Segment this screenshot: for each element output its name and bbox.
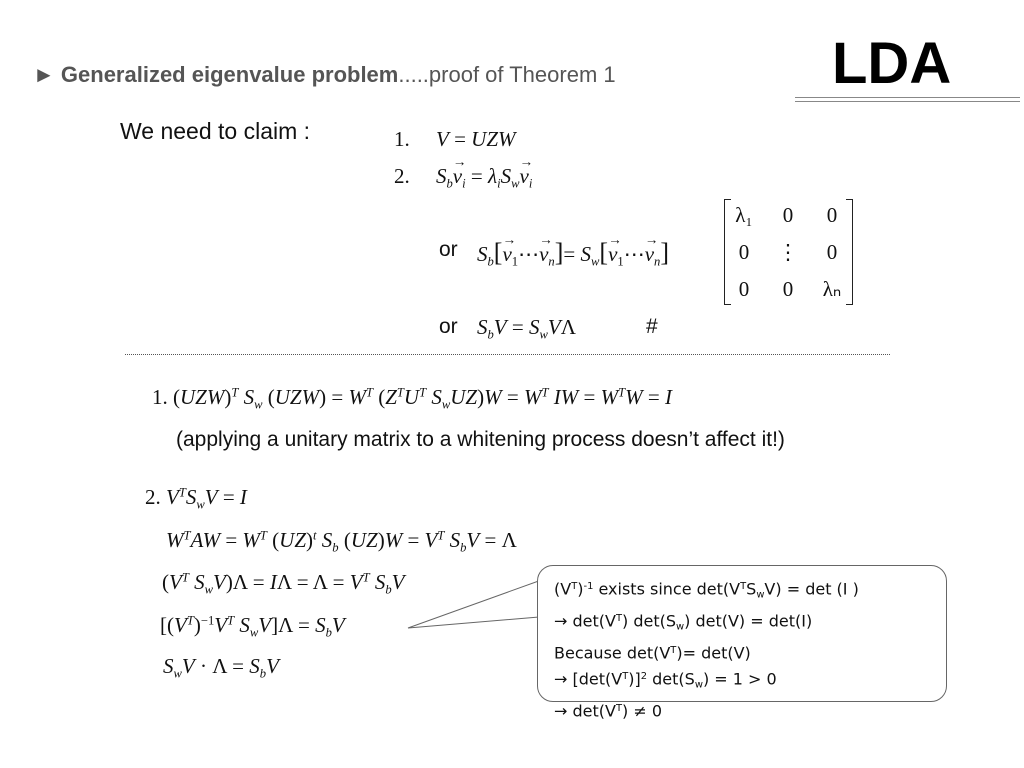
callout-text: ) = 1 > 0	[702, 669, 777, 689]
callout-text: T	[571, 581, 578, 592]
matrix-cell: 0	[782, 277, 794, 301]
callout-text: det(V	[567, 611, 616, 631]
proof-equation-2b: ($V^T$ $S_wV)\Lambda = I\Lambda = \Lambda = V^T$ $S_bV$	[162, 570, 405, 597]
proof-equation-2c: [$(V^T)^{-1}V^T$ $S_wV]\Lambda = S_bV$	[160, 613, 345, 640]
claim-equation-1: 1. V = UZW	[394, 127, 516, 151]
callout-text: det(S	[647, 669, 695, 689]
callout-text: T	[615, 702, 623, 714]
callout-line-4	[554, 665, 946, 697]
matrix-cell: λ₁	[735, 203, 753, 227]
callout-text: det(V	[567, 701, 616, 721]
end-marker: #	[646, 315, 658, 338]
callout-text: )]	[628, 669, 641, 689]
proof-equation-1: 1. (UZW)$^T$ $S_w$ $(UZW) = W^T$ ($Z^TU^T$ $S_wUZ)W = W^T$ IW = $W^TW = I$	[152, 385, 672, 412]
proof-equation-2: 2. $V^TS_wV = I$	[145, 485, 247, 512]
callout-text: w	[694, 679, 703, 691]
callout-text: ) ≠ 0	[622, 701, 663, 721]
subtitle-rest: .....proof of Theorem 1	[398, 62, 616, 87]
matrix-cell: 0	[738, 240, 750, 264]
matrix-cell: 0	[738, 277, 750, 301]
claim-num-1: 1.	[394, 127, 410, 151]
bullet-icon: ►	[33, 62, 55, 87]
matrix-cell: λₙ	[822, 277, 842, 301]
callout-text: 2	[640, 670, 648, 682]
claim-equation-compact: $S_bV = S_wV\Lambda$	[477, 315, 576, 342]
callout-text: ) det(S	[622, 611, 677, 631]
arrow-icon: →	[554, 611, 568, 631]
arrow-icon: →	[554, 701, 568, 721]
matrix-cell: ⋮	[777, 240, 799, 264]
proof-note: (applying a unitary matrix to a whitening process doesn’t affect it!)	[176, 428, 785, 451]
callout-text: T	[622, 670, 629, 682]
claim-matrix-equation: $S_b[\to$ $v_1\cdots\to v_n]= S_w[\to$ $v_1\cdots\to v_n$]	[477, 238, 669, 269]
callout-text: )	[577, 579, 584, 599]
proof-equation-2d: $S_wV \cdot \Lambda = S_bV$	[163, 654, 279, 681]
callout-text: T	[615, 612, 623, 624]
matrix-cell: 0	[782, 203, 794, 227]
claim-equation-2: 2. $S_b\to v_i = \lambda_iS_w\to v_i$	[394, 164, 532, 191]
callout-text: T	[740, 581, 747, 592]
callout-text: (V	[554, 579, 572, 599]
arrow-icon: →	[554, 669, 568, 689]
callout-box	[537, 565, 947, 721]
proof-equation-2a: $W^TAW = W^T$ (UZ)$^t$ $S_b$ $(UZ)W = V^T$ $S_bV = \Lambda$	[166, 528, 517, 555]
callout-text: -1	[583, 581, 594, 592]
callout-text: ) det(V) = det(I)	[684, 611, 813, 631]
callout-text: exists since det(V	[593, 579, 741, 599]
callout-text: T	[670, 644, 677, 656]
proof-num-2: 2.	[145, 485, 161, 509]
callout-line-3	[554, 639, 946, 665]
proof-num-1: 1.	[152, 385, 168, 409]
callout-text: S	[746, 579, 757, 599]
callout-text: [det(V	[567, 669, 623, 689]
callout-line-2	[554, 607, 946, 639]
callout-text: w	[756, 589, 765, 601]
callout-text: V) = det (I )	[764, 579, 859, 599]
or-label: or	[439, 315, 458, 338]
slide-title: LDA	[832, 31, 952, 96]
subtitle-bold: Generalized eigenvalue problem	[60, 62, 399, 87]
claim-label: We need to claim :	[120, 118, 311, 144]
callout-line-1	[554, 575, 946, 607]
callout-text: w	[676, 621, 685, 633]
callout-text: )= det(V)	[676, 643, 751, 663]
claim-num-2: 2.	[394, 164, 410, 188]
matrix-cell: 0	[826, 203, 838, 227]
or-label: or	[439, 238, 458, 261]
callout-line-5	[554, 697, 946, 723]
callout-text: Because det(V	[554, 643, 671, 663]
matrix-cell: 0	[826, 240, 838, 264]
